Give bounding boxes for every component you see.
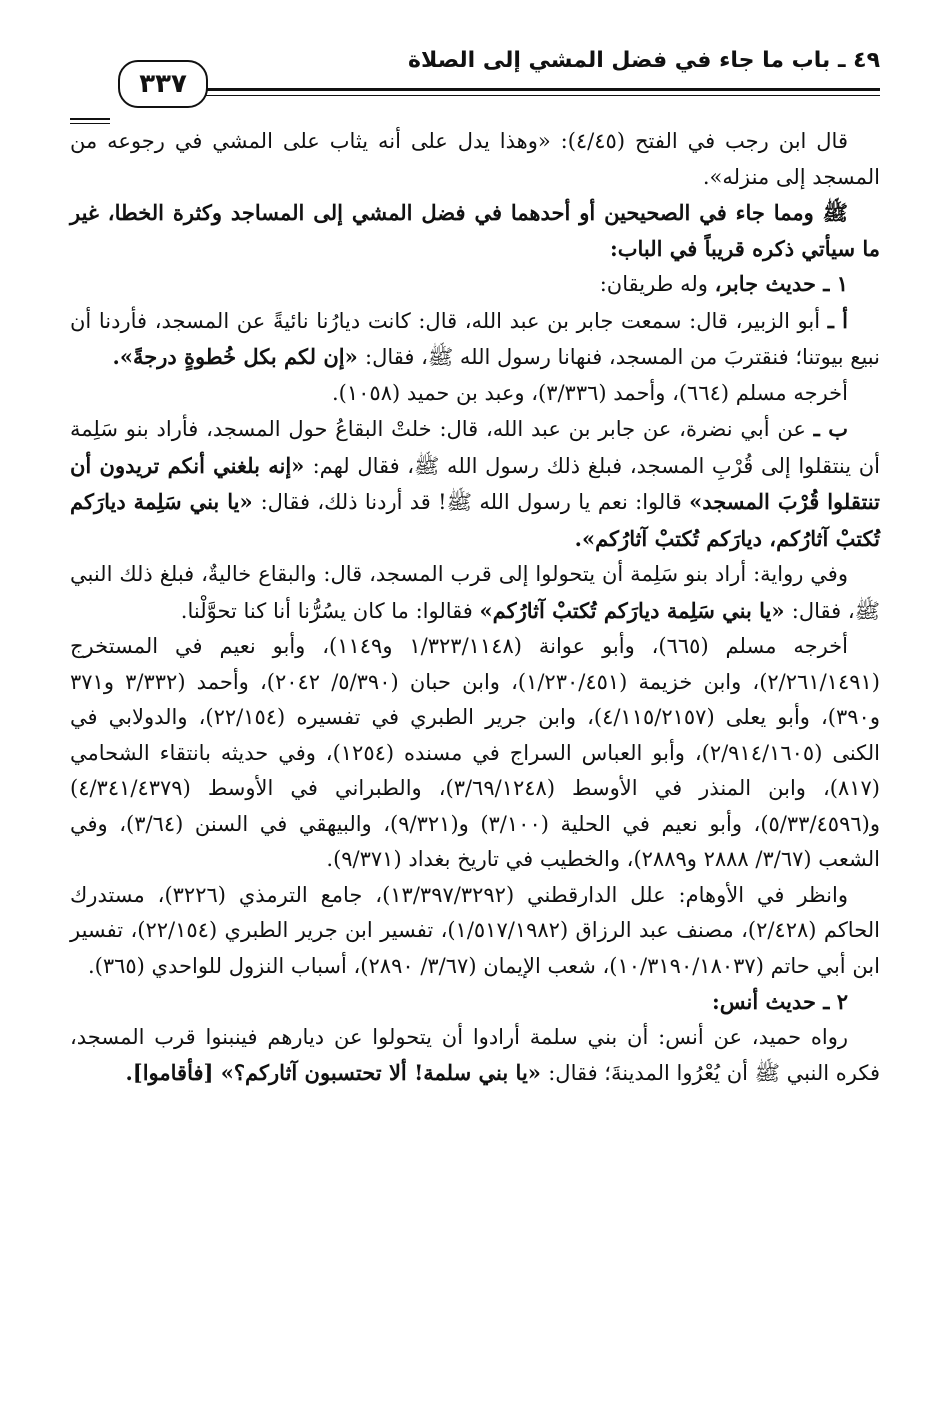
hadith-anas-heading: ٢ ـ حديث أنس:: [711, 989, 848, 1014]
route-b-takhrij: أخرجه مسلم (٦٦٥)، وأبو عوانة (١/٣٢٣/١١٤٨ و١١٤٩)، وأبو نعيم في المستخرج (٢/٢٦١/١٤٩١)، وابن خزيمة (١/٢٣٠/٤٥١)، وابن حبان (٥/٣٩٠/ ٢٠٤٢)، وأحمد (٣/٣٣٢ و٣٧١ و٣٩٠)، وأبو يعلى (٤/١١٥/٢١٥٧)، وابن جرير الطبري في تفسيره (٢٢/١٥٤)، والدولابي في الكنى (٢/٩١٤/١٦٠٥)، وأبو العباس السراج في مسنده (١٢٥٤)، وفي حديثه بانتقاء الشحامي (٨١٧)، وابن المنذر في الأوسط (٣/٦٩/١٢٤٨)، والطبراني في الأوسط (٤/٣٤١/٤٣٧٩) و(٥/٣٣/٤٥٩٦)، وأبو نعيم في الحلية (٣/١٠٠) و(٩/٣٢١)، والبيهقي في السنن (٣/٦٤)، وفي الشعب (٣/٦٧/ ٢٨٨٨ و٢٨٨٩)، والخطيب في تاريخ بغداد (٩/٣٧١).: [70, 634, 881, 871]
awham-references: وانظر في الأوهام: علل الدارقطني (١٣/٣٩٧/٣٢٩٢)، جامع الترمذي (٣٢٢٦)، مستدرك الحاكم (٢/٤٢٨)، مصنف عبد الرزاق (١/٥١٧/١٩٨٢)، تفسير ابن جرير الطبري (٢٢/١٥٤)، تفسير ابن أبي حاتم (١٠/٣١٩٠/١٨٠٣٧)، شعب الإيمان (٣/٦٧/ ٢٨٩٠)، أسباب النزول للواحدي (٣٦٥).: [70, 882, 880, 978]
hadith-anas-text: [70, 1020, 880, 1092]
route-b-text: عن أبي نضرة، عن جابر بن عبد الله، قال: خلتْ البقاعُ حول المسجد، فأراد بنو سَلِمة أن ينتقلوا إلى قُرْبِ المسجد، فبلغ ذلك رسول الله ﷺ، فقال لهم:: [70, 417, 881, 478]
book-page: [70, 0, 880, 1405]
page-body: [70, 124, 880, 1092]
chapter-title: ٤٩ ـ باب ما جاء في فضل المشي إلى الصلاة: [408, 48, 880, 73]
route-b-text-2: قالوا: نعم يا رسول الله ﷺ! قد أردنا ذلك، فقال:: [260, 490, 690, 514]
page-header: [70, 48, 880, 108]
route-a-quote: «إن لكم بكل خُطوةٍ درجةً».: [112, 344, 366, 369]
route-a-text: أبو الزبير، قال: سمعت جابر بن عبد الله، قال: كانت ديارُنا نائيةً عن المسجد، فأردنا أن نبيع بيوتنا؛ فنقتربَ من المسجد، فنهانا رسول الله ﷺ، فقال:: [70, 308, 880, 369]
route-b: [70, 411, 880, 557]
paragraph-ibn-rajab: قال ابن رجب في الفتح (٤/٤٥): «وهذا يدل على أنه يثاب على المشي في رجوعه من المسجد إلى منزله».: [70, 129, 880, 189]
hadith-anas-quote: «يا بني سلمة! ألا تحتسبون آثاركم؟»: [220, 1060, 549, 1085]
route-b-quote-1: «إنه بلغني أنكم تريدون أن تنتقلوا قُرْبَ المسجد»: [70, 452, 880, 514]
header-rule: [202, 88, 880, 96]
hadith-jabir-title: ١ ـ حديث جابر،: [714, 271, 848, 296]
route-a: [70, 303, 880, 376]
page-number: ٣٣٧: [118, 60, 208, 108]
route-a-label: أ ـ: [827, 307, 848, 333]
hadith-jabir-heading: [70, 266, 880, 303]
other-narration: [70, 557, 880, 629]
hadith-jabir-subtitle: وله طريقان:: [599, 272, 715, 296]
other-narration-text: وفي رواية: أراد بنو سَلِمة أن يتحولوا إلى قرب المسجد، قال: والبقاع خاليةٌ، فبلغ ذلك النبي ﷺ، فقال:: [70, 562, 880, 623]
route-a-takhrij: أخرجه مسلم (٦٦٤)، وأحمد (٣/٣٣٦)، وعبد بن حميد (١٠٥٨).: [331, 380, 848, 405]
section-intro: ﷺ ومما جاء في الصحيحين أو أحدهما في فضل المشي إلى المساجد وكثرة الخطا، غير ما سيأتي ذكره قريباً في الباب:: [70, 200, 880, 261]
hadith-anas-end: [فأقاموا].: [125, 1060, 221, 1085]
hadith-anas-body: رواه حميد، عن أنس: أن بني سلمة أرادوا أن يتحولوا عن ديارهم فينبنوا قرب المسجد، فكره النبي ﷺ أن يُعْرُوا المدينةَ؛ فقال:: [70, 1024, 880, 1085]
route-b-label: ب ـ: [813, 416, 849, 441]
other-narration-quote: «يا بني سَلِمة ديارَكم تُكتبْ آثارُكم»: [479, 597, 792, 623]
route-b-quote-2: «يا بني سَلِمة ديارَكم تُكتبْ آثارُكم، ديارَكم تُكتبْ آثارُكم».: [70, 489, 880, 551]
other-narration-text-2: فقالوا: ما كان يسُرُّنا أنا كنا تحوَّلْنا.: [180, 598, 480, 623]
